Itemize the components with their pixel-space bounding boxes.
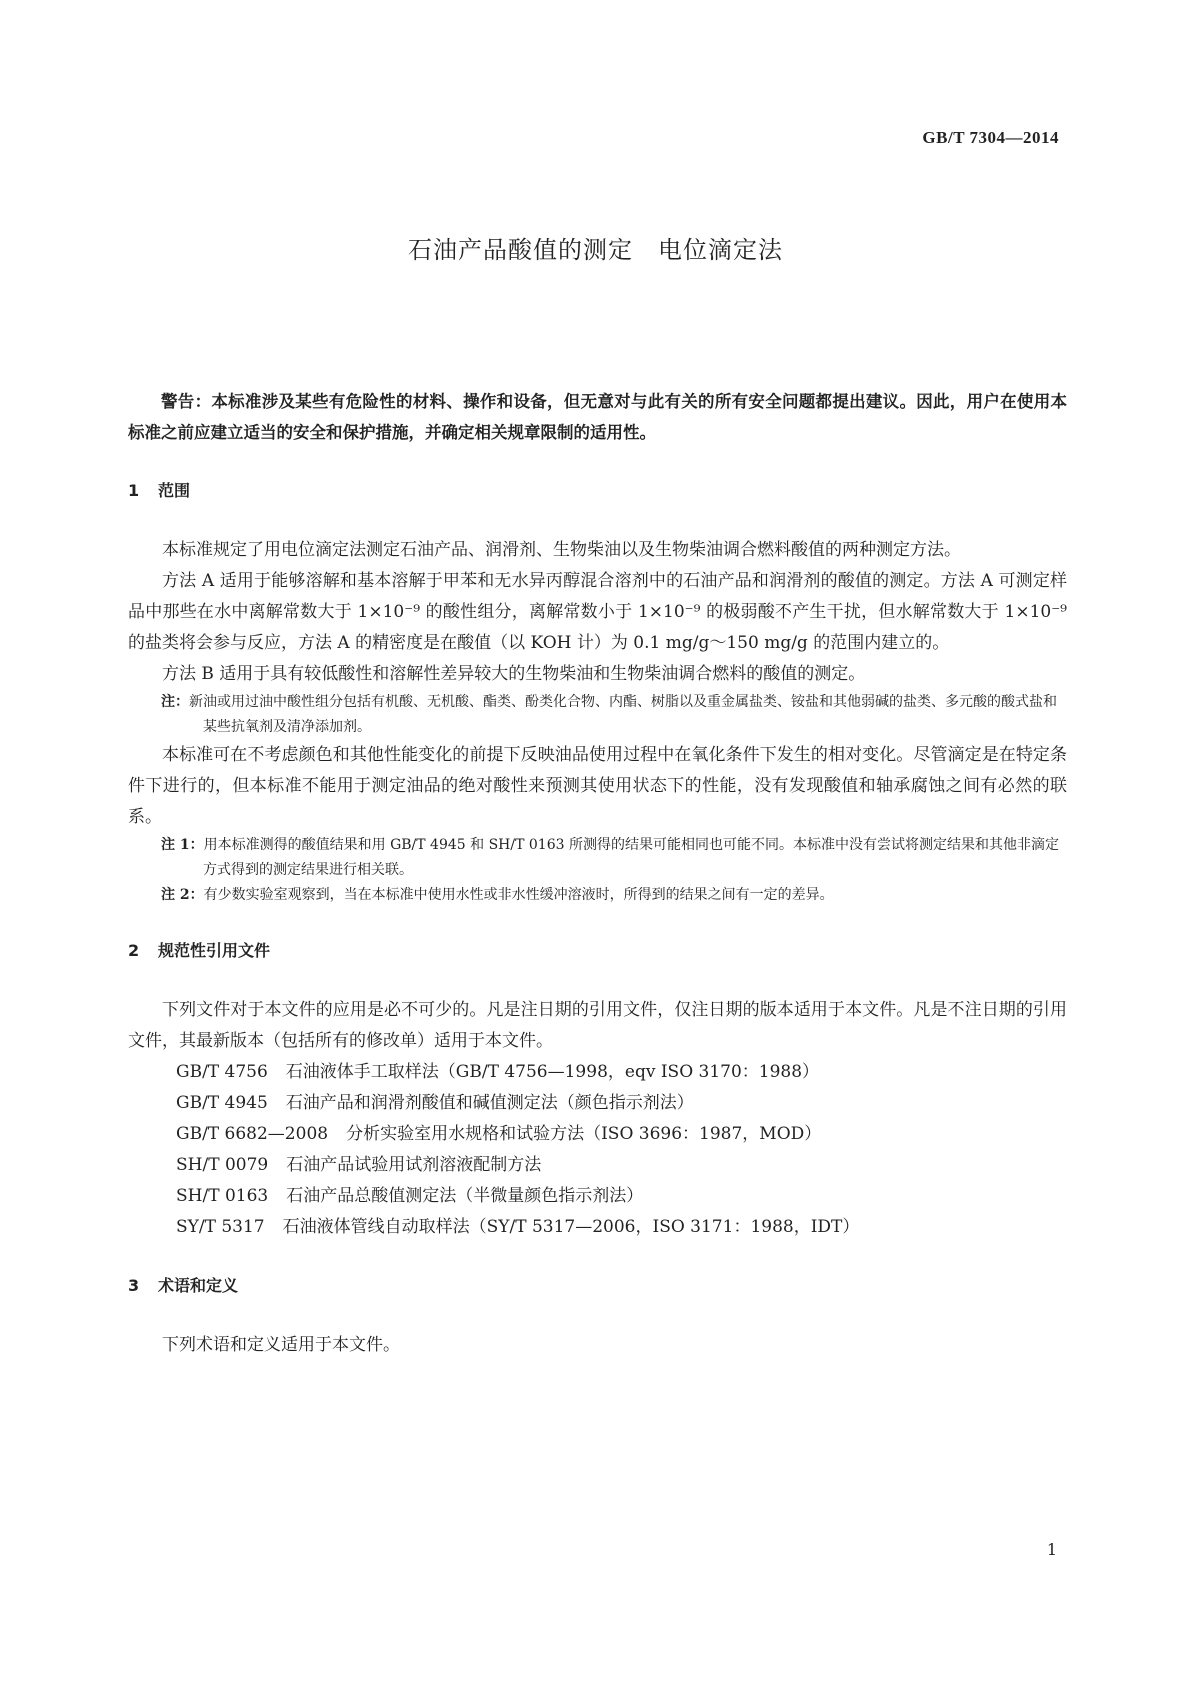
section-3-heading — [128, 1273, 1067, 1296]
page-title: 石油产品酸值的测定 电位滴定法 — [408, 236, 783, 264]
section-title: 范围 — [158, 481, 191, 500]
page-number: 1 — [1046, 1540, 1057, 1559]
note — [128, 690, 1067, 740]
section-number: 3 — [128, 1276, 140, 1295]
document-body — [128, 386, 1067, 1361]
paragraph: 方法 A 适用于能够溶解和基本溶解于甲苯和无水异丙醇混合溶剂中的石油产品和润滑剂的酸值的测定。方法 A 可测定样品中那些在水中离解常数大于 1×10⁻⁹ 的酸性组分，离解常数小于 1×10⁻⁹ 的极弱酸不产生干扰，但水解常数大于 1×10⁻⁹ 的盐类将会参与反应，方法 A 的精密度是在酸值（以 KOH 计）为 0.1 mg/g～150 mg/g 的范围内建立的。 — [128, 571, 1067, 653]
note-1 — [128, 833, 1067, 883]
reference-list — [128, 1057, 1067, 1243]
section-number: 1 — [128, 481, 140, 500]
reference-title: 石油液体管线自动取样法（SY/T 5317—2006，ISO 3171：1988，IDT） — [282, 1217, 860, 1237]
reference-title: 分析实验室用水规格和试验方法（ISO 3696：1987，MOD） — [346, 1124, 822, 1144]
reference-title: 石油产品和润滑剂酸值和碱值测定法（颜色指示剂法） — [285, 1093, 694, 1113]
paragraph: 下列文件对于本文件的应用是必不可少的。凡是注日期的引用文件，仅注日期的版本适用于本文件。凡是不注日期的引用文件，其最新版本（包括所有的修改单）适用于本文件。 — [128, 1000, 1067, 1051]
reference-item — [128, 1212, 1067, 1243]
reference-code: SH/T 0163 — [176, 1186, 269, 1206]
note-label: 注： — [161, 694, 189, 710]
reference-title: 石油产品总酸值测定法（半微量颜色指示剂法） — [286, 1186, 644, 1206]
paragraph: 方法 B 适用于具有较低酸性和溶解性差异较大的生物柴油和生物柴油调合燃料的酸值的测定。 — [162, 664, 866, 684]
reference-code: SH/T 0079 — [176, 1155, 269, 1175]
note-text: 有少数实验室观察到，当在本标准中使用水性或非水性缓冲溶液时，所得到的结果之间有一定的差异。 — [203, 887, 834, 903]
reference-item — [128, 1057, 1067, 1088]
reference-code: GB/T 4756 — [176, 1062, 268, 1082]
safety-warning: 警告：本标准涉及某些有危险性的材料、操作和设备，但无意对与此有关的所有安全问题都提出建议。因此，用户在使用本标准之前应建立适当的安全和保护措施，并确定相关规章限制的适用性。 — [128, 392, 1067, 442]
reference-item — [128, 1150, 1067, 1181]
section-number: 2 — [128, 941, 140, 960]
reference-item — [128, 1088, 1067, 1119]
section-title: 术语和定义 — [158, 1276, 239, 1295]
reference-item — [128, 1119, 1067, 1150]
section-title: 规范性引用文件 — [158, 941, 271, 960]
section-2-heading — [128, 938, 1067, 961]
reference-title: 石油液体手工取样法（GB/T 4756—1998，eqv ISO 3170：1988） — [285, 1062, 820, 1082]
note-text: 新油或用过油中酸性组分包括有机酸、无机酸、酯类、酚类化合物、内酯、树脂以及重金属盐类、铵盐和其他弱碱的盐类、多元酸的酸式盐和某些抗氧剂及清净添加剂。 — [189, 694, 1057, 735]
note-label: 注 1： — [161, 837, 204, 853]
paragraph: 下列术语和定义适用于本文件。 — [162, 1335, 400, 1355]
reference-code: SY/T 5317 — [176, 1217, 265, 1237]
reference-title: 石油产品试验用试剂溶液配制方法 — [286, 1155, 542, 1175]
note-label: 注 2： — [161, 887, 204, 903]
reference-item — [128, 1181, 1067, 1212]
reference-code: GB/T 6682—2008 — [176, 1124, 329, 1144]
paragraph: 本标准可在不考虑颜色和其他性能变化的前提下反映油品使用过程中在氧化条件下发生的相对变化。尽管滴定是在特定条件下进行的，但本标准不能用于测定油品的绝对酸性来预测其使用状态下的性能，没有发现酸值和轴承腐蚀之间有必然的联系。 — [128, 745, 1067, 827]
note-2 — [128, 883, 1067, 908]
section-1-heading — [128, 478, 1067, 501]
note-text: 用本标准测得的酸值结果和用 GB/T 4945 和 SH/T 0163 所测得的结果可能相同也可能不同。本标准中没有尝试将测定结果和其他非滴定方式得到的测定结果进行相关联。 — [203, 837, 1059, 878]
standard-number: GB/T 7304—2014 — [922, 128, 1059, 147]
paragraph: 本标准规定了用电位滴定法测定石油产品、润滑剂、生物柴油以及生物柴油调合燃料酸值的两种测定方法。 — [162, 540, 961, 560]
reference-code: GB/T 4945 — [176, 1093, 268, 1113]
